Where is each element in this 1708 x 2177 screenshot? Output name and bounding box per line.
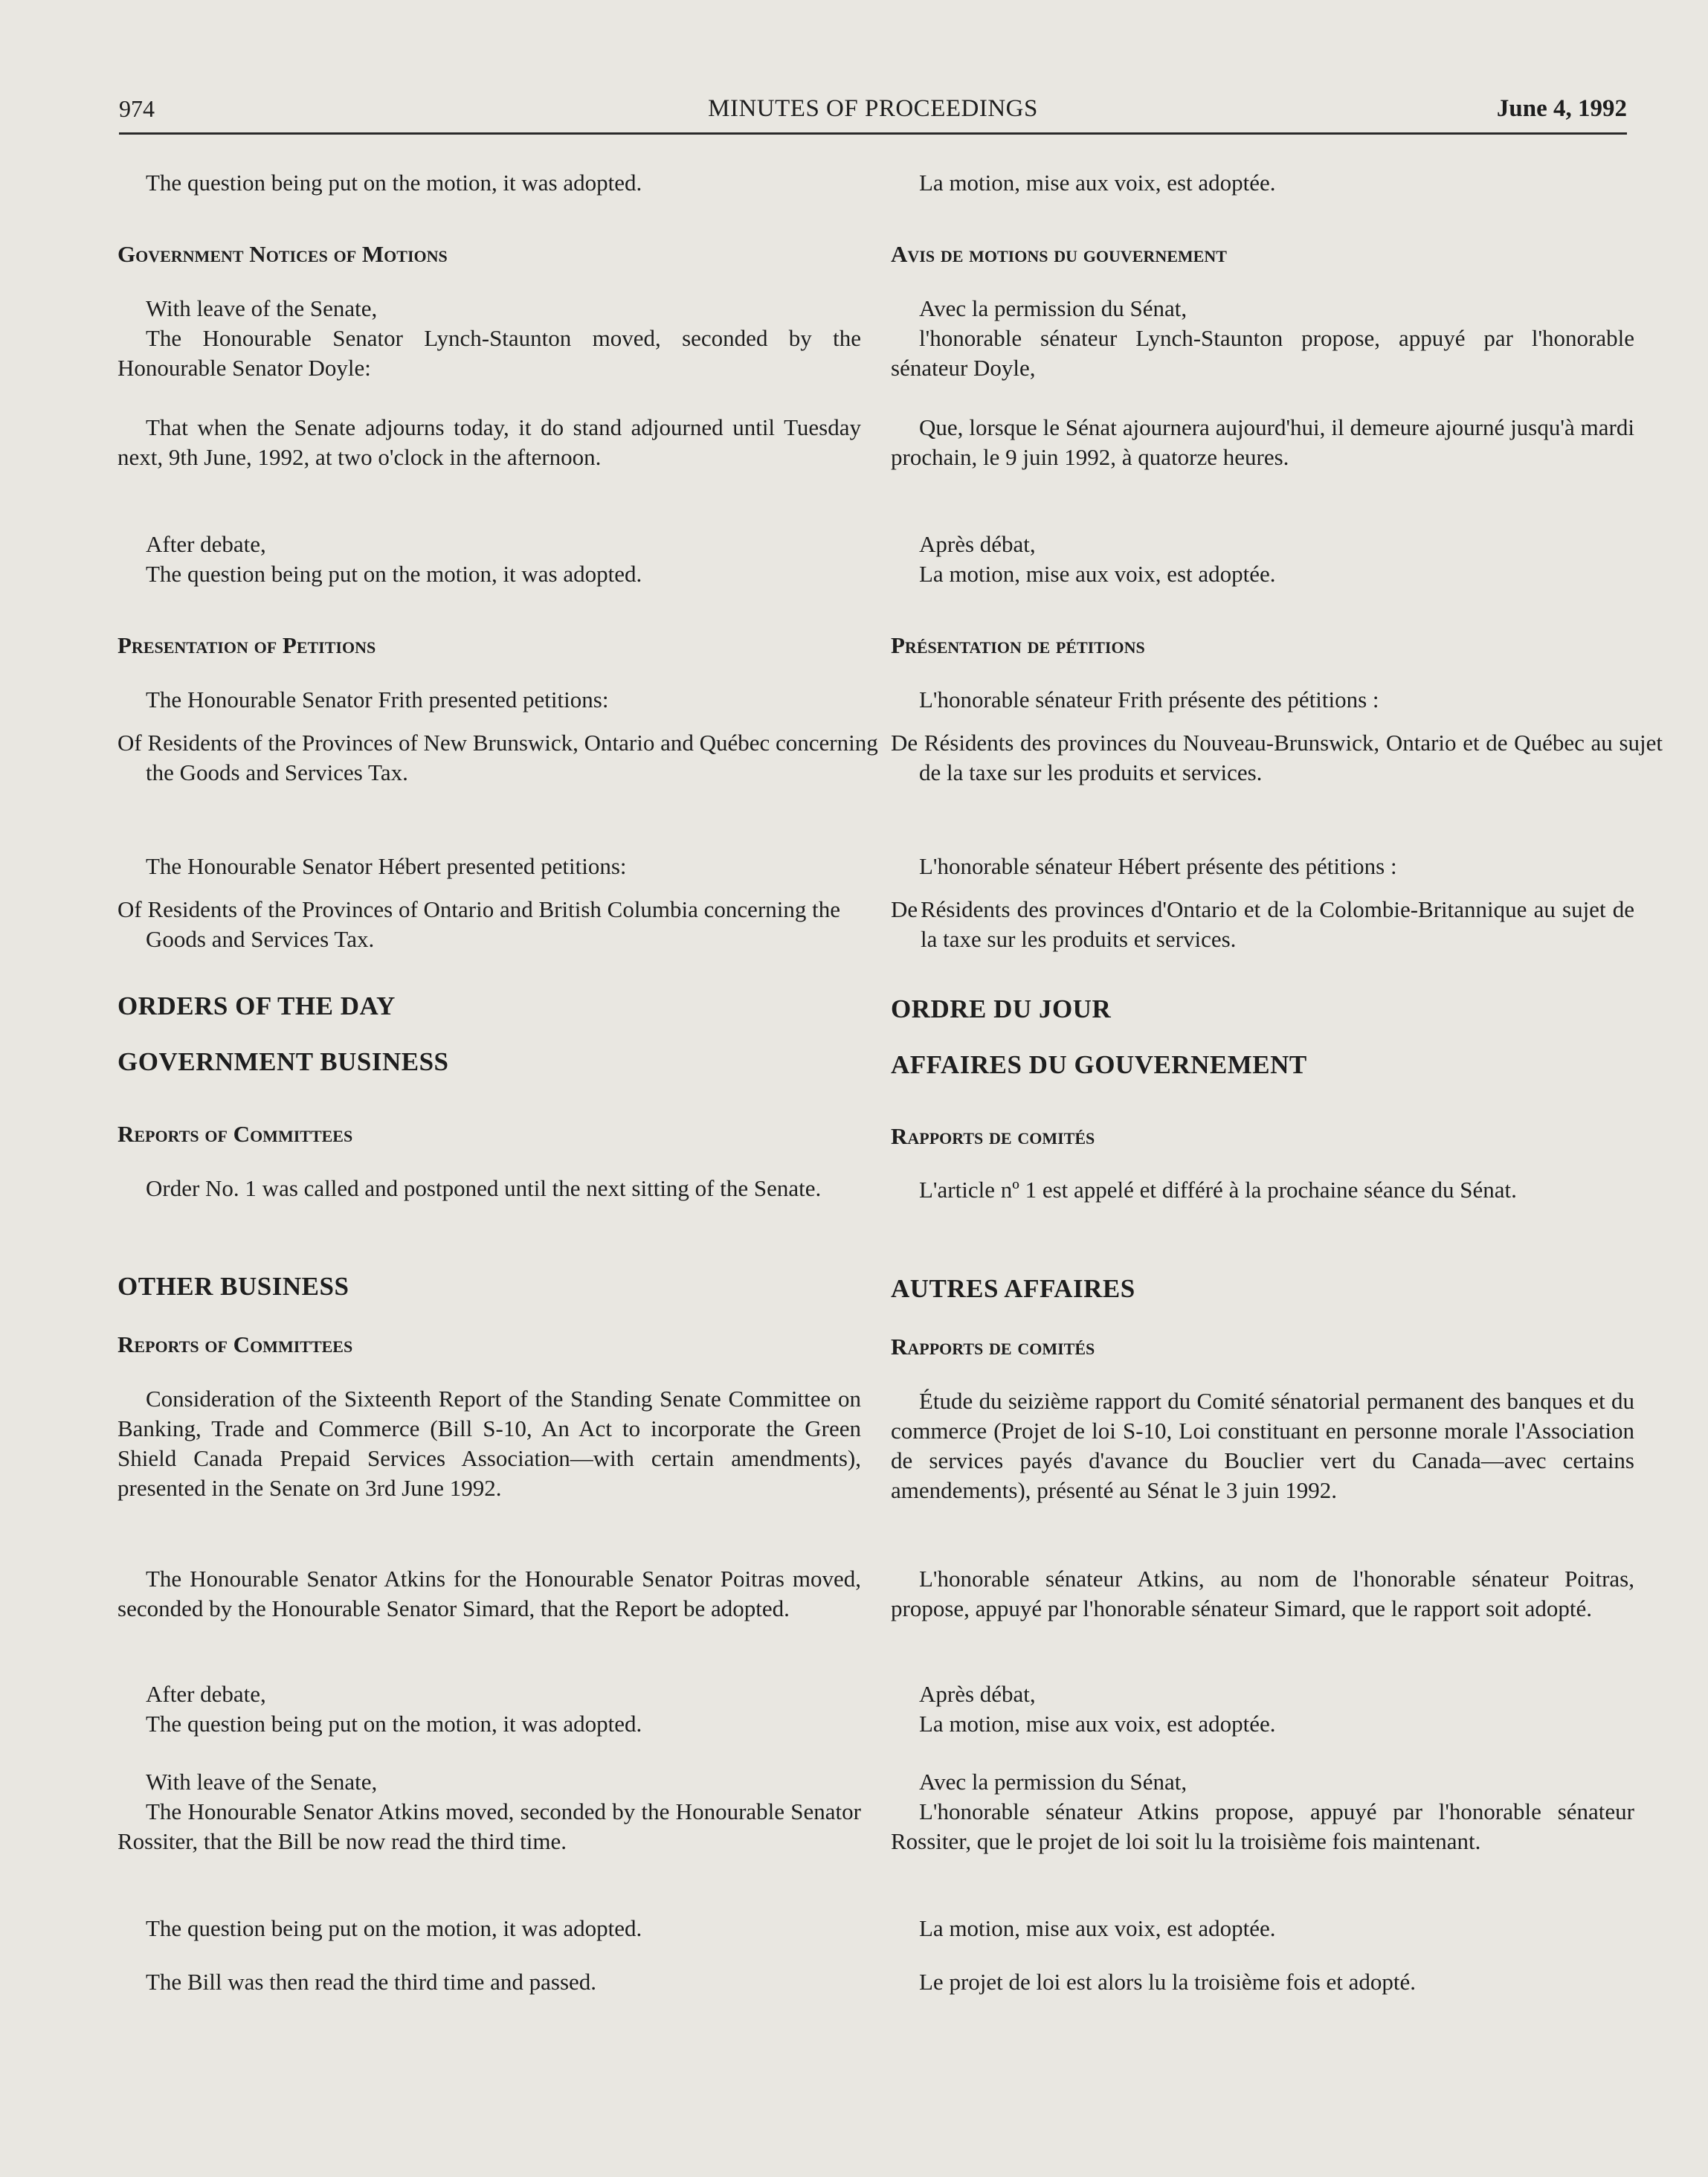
en-adopted-2: The question being put on the motion, it was adopted. xyxy=(146,561,642,587)
fr-leave-1: Avec la permission du Sénat, xyxy=(919,295,1187,321)
en-frith-residents: Of Residents of the Provinces of New Brunswick, Ontario and Québec concerning the Goods and Services Tax. xyxy=(117,730,878,785)
en-heading-reports-1: Reports of Committees xyxy=(117,1121,353,1147)
fr-etude: Étude du seizième rapport du Comité sénatorial permanent des banques et du commerce (Projet de loi S-10, Loi constituant en personne morale l'Association de services payés d'avance du Bouclier vert du Canada—avec certains amendements), présenté au Sénat le 3 juin 1992. xyxy=(891,1388,1634,1503)
fr-hebert-presented: L'honorable sénateur Hébert présente des pétitions : xyxy=(919,853,1397,879)
fr-adopted-1: La motion, mise aux voix, est adoptée. xyxy=(919,170,1276,196)
en-adopted-3: The question being put on the motion, it was adopted. xyxy=(146,1711,642,1737)
en-lynch-moved: The Honourable Senator Lynch-Staunton moved, seconded by the Honourable Senator Doyle: xyxy=(117,325,861,381)
en-hebert-presented: The Honourable Senator Hébert presented petitions: xyxy=(146,853,627,879)
en-order-no-1: Order No. 1 was called and postponed until the next sitting of the Senate. xyxy=(146,1175,822,1201)
en-bill-passed: The Bill was then read the third time and passed. xyxy=(146,1969,597,1995)
en-frith-presented: The Honourable Senator Frith presented petitions: xyxy=(146,686,609,713)
en-atkins-third-reading: The Honourable Senator Atkins moved, seconded by the Honourable Senator Rossiter, that the Bill be now read the third time. xyxy=(117,1798,861,1854)
running-title: MINUTES OF PROCEEDINGS xyxy=(708,95,1038,122)
fr-frith-presented: L'honorable sénateur Frith présente des pétitions : xyxy=(919,686,1379,713)
page-header xyxy=(119,95,1627,135)
fr-atkins-third-reading: L'honorable sénateur Atkins propose, appuyé par l'honorable sénateur Rossiter, que le projet de loi soit lu la troisième fois maintenant. xyxy=(891,1798,1634,1854)
fr-heading-petitions: Présentation de pétitions xyxy=(891,632,1145,658)
fr-adjourn-motion: Que, lorsque le Sénat ajournera aujourd'hui, il demeure ajourné jusqu'à mardi prochain, le 9 juin 1992, à quatorze heures. xyxy=(891,414,1634,470)
en-heading-government-business: GOVERNMENT BUSINESS xyxy=(117,1047,449,1076)
fr-heading-government-notices: Avis de motions du gouvernement xyxy=(891,241,1227,267)
en-adjourn-motion: That when the Senate adjourns today, it do stand adjourned until Tuesday next, 9th June, 1992, at two o'clock in the afternoon. xyxy=(117,414,861,470)
fr-heading-affaires-du-gouvernement: AFFAIRES DU GOUVERNEMENT xyxy=(891,1050,1307,1079)
fr-heading-ordre-du-jour: ORDRE DU JOUR xyxy=(891,994,1112,1023)
en-atkins-moved: The Honourable Senator Atkins for the Honourable Senator Poitras moved, seconded by the Honourable Senator Simard, that the Report be adopted. xyxy=(117,1566,861,1621)
en-after-debate-1: After debate, xyxy=(146,531,266,557)
en-heading-reports-2: Reports of Committees xyxy=(117,1331,353,1357)
en-adopted-1: The question being put on the motion, it was adopted. xyxy=(146,170,642,196)
fr-hebert-residents-block xyxy=(891,895,1634,954)
en-heading-petitions: Presentation of Petitions xyxy=(117,632,376,658)
en-leave-1: With leave of the Senate, xyxy=(146,295,378,321)
fr-atkins-moved: L'honorable sénateur Atkins, au nom de l'honorable sénateur Poitras, propose, appuyé par l'honorable sénateur Simard, que le rapport soit adopté. xyxy=(891,1566,1634,1621)
fr-after-debate-1: Après débat, xyxy=(919,531,1036,557)
fr-adopted-2: La motion, mise aux voix, est adoptée. xyxy=(919,561,1276,587)
fr-heading-rapports-2: Rapports de comités xyxy=(891,1334,1095,1360)
fr-hebert-residents: Résidents des provinces d'Ontario et de la Colombie-Britannique au sujet de la taxe sur les produits et services. xyxy=(921,896,1634,952)
fr-frith-residents: De Résidents des provinces du Nouveau-Brunswick, Ontario et de Québec au sujet de la taxe sur les produits et services. xyxy=(891,730,1663,785)
fr-adopted-3: La motion, mise aux voix, est adoptée. xyxy=(919,1711,1276,1737)
fr-article-1: L'article nº 1 est appelé et différé à la prochaine séance du Sénat. xyxy=(919,1177,1517,1203)
fr-leave-2: Avec la permission du Sénat, xyxy=(919,1769,1187,1795)
en-heading-government-notices: Government Notices of Motions xyxy=(117,241,448,267)
fr-lynch-moved: l'honorable sénateur Lynch-Staunton propose, appuyé par l'honorable sénateur Doyle, xyxy=(891,325,1634,381)
en-adopted-4: The question being put on the motion, it was adopted. xyxy=(146,1915,642,1941)
fr-after-debate-2: Après débat, xyxy=(919,1681,1036,1707)
page-number: 974 xyxy=(119,95,155,122)
fr-adopted-4: La motion, mise aux voix, est adoptée. xyxy=(919,1915,1276,1941)
fr-heading-rapports-1: Rapports de comités xyxy=(891,1123,1095,1149)
en-consideration: Consideration of the Sixteenth Report of the Standing Senate Committee on Banking, Trade and Commerce (Bill S-10, An Act to incorporate the Green Shield Canada Prepaid Services Association—with certain amendments), presented in the Senate on 3rd June 1992. xyxy=(117,1386,861,1501)
en-heading-other-business: OTHER BUSINESS xyxy=(117,1272,349,1301)
en-heading-orders-of-the-day: ORDERS OF THE DAY xyxy=(117,991,396,1020)
header-date: June 4, 1992 xyxy=(1496,95,1627,122)
fr-hebert-de: De xyxy=(891,896,918,922)
en-hebert-residents: Of Residents of the Provinces of Ontario and British Columbia concerning the Goods and Services Tax. xyxy=(117,896,841,952)
fr-bill-passed: Le projet de loi est alors lu la troisième fois et adopté. xyxy=(919,1969,1417,1995)
fr-heading-autres-affaires: AUTRES AFFAIRES xyxy=(891,1274,1135,1303)
en-after-debate-2: After debate, xyxy=(146,1681,266,1707)
en-leave-2: With leave of the Senate, xyxy=(146,1769,378,1795)
